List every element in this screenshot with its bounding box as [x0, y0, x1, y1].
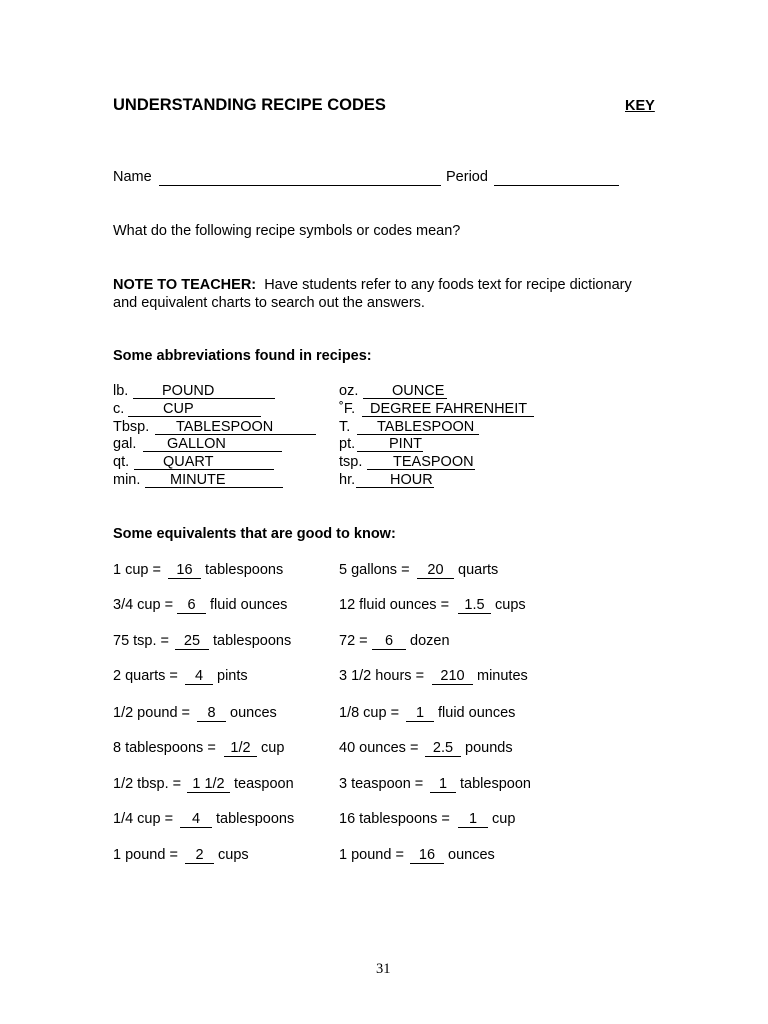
equiv-left-prefix: 75 tsp. =: [113, 633, 170, 649]
equiv-right-suffix: cup: [492, 811, 516, 827]
equiv-right-suffix: ounces: [448, 847, 495, 863]
name-label: Name: [113, 169, 152, 185]
equiv-left-prefix: 3/4 cup =: [113, 597, 174, 613]
equiv-left-prefix: 1 cup =: [113, 562, 161, 578]
equiv-right-suffix: minutes: [477, 668, 528, 684]
equiv-left-answer-line[interactable]: [224, 756, 257, 757]
equiv-left-prefix: 1/2 tbsp. =: [113, 776, 182, 792]
abbr-left-label: lb.: [113, 383, 129, 399]
equiv-left-answer: 4: [194, 668, 204, 684]
equiv-left-suffix: cups: [218, 847, 249, 863]
page-number: 31: [376, 961, 391, 977]
equiv-right-suffix: tablespoon: [460, 776, 531, 792]
equiv-right-answer: 16: [418, 847, 436, 863]
equiv-right-prefix: 12 fluid ounces =: [339, 597, 450, 613]
note-text-1: Have students refer to any foods text for recipe dictionary: [264, 277, 632, 293]
abbr-right-answer: DEGREE FAHRENHEIT: [370, 400, 528, 417]
period-field[interactable]: [494, 185, 619, 186]
equiv-left-answer-line[interactable]: [185, 863, 214, 864]
equiv-left-answer: 1 1/2: [192, 776, 225, 792]
equiv-left-answer: 8: [207, 705, 216, 721]
abbr-left-answer: CUP: [163, 400, 194, 417]
equiv-right-answer-line[interactable]: [406, 721, 434, 722]
equiv-right-answer: 1.5: [464, 597, 485, 613]
equiv-right-prefix: 40 ounces =: [339, 740, 419, 756]
equiv-right-answer-line[interactable]: [425, 756, 461, 757]
equiv-right-answer: 6: [384, 633, 394, 649]
abbr-left-answer: TABLESPOON: [176, 418, 274, 435]
abbreviations-heading: Some abbreviations found in recipes:: [113, 348, 372, 364]
question-text: What do the following recipe symbols or codes mean?: [113, 223, 461, 239]
equiv-left-prefix: 8 tablespoons =: [113, 740, 216, 756]
equiv-left-answer: 25: [183, 633, 201, 649]
equiv-left-answer: 2: [195, 847, 204, 863]
abbr-right-answer: HOUR: [390, 472, 433, 488]
abbr-left-label: gal.: [113, 436, 137, 453]
abbr-right-label: pt.: [339, 436, 356, 453]
equiv-left-answer-line[interactable]: [168, 578, 201, 579]
equiv-left-suffix: tablespoons: [205, 562, 284, 578]
page-title: UNDERSTANDING RECIPE CODES: [113, 96, 386, 114]
period-label: Period: [446, 169, 488, 185]
abbr-right-answer: TEASPOON: [393, 454, 474, 471]
note-label: NOTE TO TEACHER:: [113, 277, 257, 293]
equiv-right-suffix: fluid ounces: [438, 705, 516, 721]
equiv-right-answer: 2.5: [432, 740, 454, 756]
equiv-right-answer: 1: [438, 776, 448, 792]
equiv-left-prefix: 1/4 cup =: [113, 811, 174, 827]
equiv-left-answer: 1/2: [230, 740, 251, 756]
equiv-left-answer: 4: [191, 811, 201, 827]
equiv-right-prefix: 3 teaspoon =: [339, 776, 424, 792]
equiv-left-answer-line[interactable]: [187, 792, 230, 793]
equiv-right-suffix: cups: [495, 597, 526, 613]
abbr-left-answer: MINUTE: [170, 472, 226, 488]
equiv-right-prefix: 72 =: [339, 633, 368, 649]
equiv-right-answer-line[interactable]: [458, 827, 488, 828]
abbr-right-label: tsp.: [339, 454, 363, 471]
equiv-left-answer: 16: [176, 562, 193, 578]
equiv-left-answer-line[interactable]: [197, 721, 226, 722]
equiv-left-suffix: ounces: [230, 705, 277, 721]
equiv-left-suffix: teaspoon: [234, 776, 294, 792]
equiv-right-suffix: quarts: [458, 562, 499, 578]
key-label: KEY: [625, 98, 655, 114]
equiv-right-answer: 210: [440, 668, 465, 684]
abbr-right-label: T.: [339, 418, 351, 435]
equiv-left-suffix: fluid ounces: [210, 597, 288, 613]
equiv-left-prefix: 1 pound =: [113, 847, 178, 863]
note-text-2: and equivalent charts to search out the answers.: [113, 295, 425, 311]
equiv-left-answer-line[interactable]: [185, 684, 213, 685]
equiv-right-prefix: 3 1/2 hours =: [339, 668, 425, 684]
equiv-right-answer-line[interactable]: [372, 649, 406, 650]
abbr-left-answer: GALLON: [167, 436, 226, 453]
equiv-left-suffix: tablespoons: [213, 633, 292, 649]
abbr-right-answer: OUNCE: [392, 383, 445, 399]
equiv-left-answer-line[interactable]: [175, 649, 209, 650]
equiv-right-answer-line[interactable]: [458, 613, 491, 614]
equiv-right-prefix: 1 pound =: [339, 847, 404, 863]
abbr-right-label: hr.: [339, 472, 356, 488]
equiv-right-answer-line[interactable]: [432, 684, 473, 685]
equiv-right-prefix: 1/8 cup =: [339, 705, 400, 721]
equiv-left-answer: 6: [187, 597, 196, 613]
equiv-left-suffix: tablespoons: [216, 811, 295, 827]
equiv-right-answer: 1: [415, 705, 425, 721]
equiv-left-suffix: pints: [217, 668, 248, 684]
equiv-left-answer-line[interactable]: [180, 827, 212, 828]
abbr-left-label: Tbsp.: [113, 418, 150, 435]
equiv-right-answer-line[interactable]: [410, 863, 444, 864]
equiv-right-prefix: 5 gallons =: [339, 562, 410, 578]
teacher-note-line-1: [113, 277, 632, 293]
equiv-left-prefix: 1/2 pound =: [113, 705, 191, 721]
equiv-right-answer-line[interactable]: [417, 578, 454, 579]
equiv-right-answer-line[interactable]: [430, 792, 456, 793]
abbr-right-answer: PINT: [389, 436, 423, 453]
abbr-left-answer: QUART: [163, 454, 214, 471]
equiv-right-answer: 1: [468, 811, 478, 827]
equiv-left-answer-line[interactable]: [177, 613, 206, 614]
abbr-right-label: ˚F.: [339, 400, 356, 417]
name-field[interactable]: [159, 185, 441, 186]
equivalents-heading: Some equivalents that are good to know:: [113, 526, 396, 542]
abbr-left-label: c.: [113, 400, 125, 417]
equiv-right-answer: 20: [427, 562, 444, 578]
abbr-left-label: min.: [113, 472, 141, 488]
abbr-left-answer-line[interactable]: [128, 416, 261, 417]
abbr-right-answer: TABLESPOON: [377, 418, 475, 435]
equiv-right-prefix: 16 tablespoons =: [339, 811, 450, 827]
abbr-left-label: qt.: [113, 454, 130, 471]
equiv-left-suffix: cup: [261, 740, 285, 756]
equiv-left-prefix: 2 quarts =: [113, 668, 178, 684]
equiv-right-suffix: dozen: [410, 633, 450, 649]
equiv-right-suffix: pounds: [465, 740, 513, 756]
abbr-left-answer: POUND: [162, 383, 215, 399]
abbr-right-label: oz.: [339, 383, 359, 399]
